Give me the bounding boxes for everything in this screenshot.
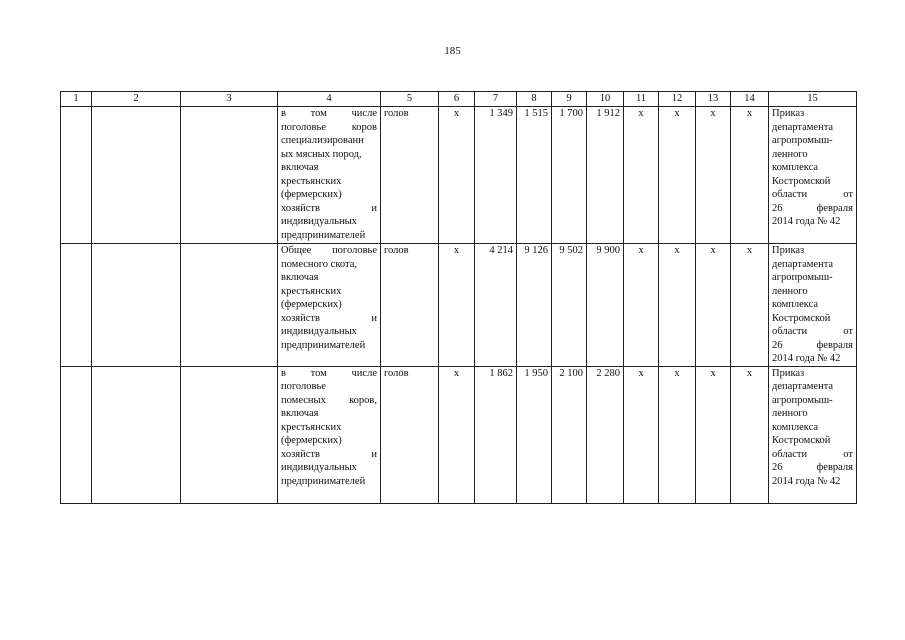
cell-col1 xyxy=(61,107,92,244)
cell-col7: 1 349 xyxy=(475,107,517,244)
unit-cell: голов xyxy=(381,366,439,503)
page-number: 185 xyxy=(444,45,461,57)
desc-line: Общее поголовье xyxy=(281,245,377,256)
data-table xyxy=(60,91,857,504)
column-header: 3 xyxy=(181,92,278,107)
unit-cell: голов xyxy=(381,244,439,367)
column-header: 15 xyxy=(769,92,857,107)
source-line: Костромской xyxy=(772,175,831,187)
cell-col8: 1 515 xyxy=(517,107,552,244)
cell-col11: х xyxy=(624,366,659,503)
desc-line: (фермерских) xyxy=(281,299,342,310)
cell-col14: х xyxy=(731,107,769,244)
desc-line: включая xyxy=(281,272,319,283)
cell-col14: х xyxy=(731,366,769,503)
source-line: департамента xyxy=(772,258,834,270)
desc-line: предпринимателей xyxy=(281,229,366,241)
cell-col13: х xyxy=(696,366,731,503)
desc-line: поголовье коров xyxy=(281,121,377,133)
source-line: 26 февраля xyxy=(772,202,853,214)
cell-col12: х xyxy=(659,244,696,367)
desc-line: индивидуальных xyxy=(281,216,357,227)
column-header: 4 xyxy=(278,92,381,107)
source-line: Приказ xyxy=(772,245,805,256)
desc-line: крестьянских xyxy=(281,421,342,433)
source-document xyxy=(769,244,857,367)
source-line: области от xyxy=(772,326,853,337)
column-header: 11 xyxy=(624,92,659,107)
indicator-description xyxy=(278,107,381,244)
cell-col14: х xyxy=(731,244,769,367)
column-header: 9 xyxy=(552,92,587,107)
source-line: департамента xyxy=(772,121,834,133)
cell-col2 xyxy=(92,366,181,503)
desc-line: хозяйств и xyxy=(281,202,377,214)
source-line: комплекса xyxy=(772,421,819,433)
column-header: 7 xyxy=(475,92,517,107)
unit-cell: голов xyxy=(381,107,439,244)
source-line: 2014 года № 42 xyxy=(772,216,841,227)
table-row xyxy=(61,366,857,503)
cell-col13: х xyxy=(696,107,731,244)
cell-col11: х xyxy=(624,244,659,367)
cell-col12: х xyxy=(659,366,696,503)
desc-line: хозяйств и xyxy=(281,448,377,460)
desc-line: помесного скота, xyxy=(281,258,358,270)
source-line: Приказ xyxy=(772,108,805,119)
cell-col3 xyxy=(181,366,278,503)
column-header: 13 xyxy=(696,92,731,107)
column-header: 5 xyxy=(381,92,439,107)
cell-col2 xyxy=(92,107,181,244)
source-line: области от xyxy=(772,448,853,460)
cell-col11: х xyxy=(624,107,659,244)
desc-line: хозяйств и xyxy=(281,312,377,324)
table-row xyxy=(61,107,857,244)
cell-col6: х xyxy=(439,244,475,367)
column-header: 2 xyxy=(92,92,181,107)
desc-line: поголовье xyxy=(281,381,326,392)
source-line: Приказ xyxy=(772,367,805,379)
source-line: 2014 года № 42 xyxy=(772,475,841,487)
cell-col9: 9 502 xyxy=(552,244,587,367)
source-line: 26 февраля xyxy=(772,339,853,351)
cell-col9: 1 700 xyxy=(552,107,587,244)
column-header: 14 xyxy=(731,92,769,107)
desc-line: специализированн xyxy=(281,135,364,146)
source-line: области от xyxy=(772,189,853,200)
cell-col10: 2 280 xyxy=(587,366,624,503)
source-line: Костромской xyxy=(772,312,831,324)
desc-line: крестьянских xyxy=(281,285,342,297)
column-header: 10 xyxy=(587,92,624,107)
column-header: 6 xyxy=(439,92,475,107)
cell-col10: 9 900 xyxy=(587,244,624,367)
source-line: агропромыш- xyxy=(772,135,833,146)
desc-line: включая xyxy=(281,408,319,419)
column-header: 12 xyxy=(659,92,696,107)
cell-col7: 1 862 xyxy=(475,366,517,503)
source-document xyxy=(769,366,857,503)
indicator-description xyxy=(278,366,381,503)
desc-line: крестьянских xyxy=(281,175,342,187)
desc-line: в том числе xyxy=(281,108,377,119)
source-line: 2014 года № 42 xyxy=(772,353,841,364)
cell-col10: 1 912 xyxy=(587,107,624,244)
cell-col8: 9 126 xyxy=(517,244,552,367)
source-line: ленного xyxy=(772,408,808,419)
cell-col9: 2 100 xyxy=(552,366,587,503)
source-line: департамента xyxy=(772,381,834,392)
cell-col3 xyxy=(181,244,278,367)
cell-col1 xyxy=(61,366,92,503)
desc-line: помесных коров, xyxy=(281,394,377,406)
desc-line: (фермерских) xyxy=(281,435,342,446)
source-line: 26 февраля xyxy=(772,462,853,473)
source-line: агропромыш- xyxy=(772,272,833,283)
desc-line: индивидуальных xyxy=(281,326,357,337)
cell-col12: х xyxy=(659,107,696,244)
source-line: ленного xyxy=(772,148,808,160)
source-line: агропромыш- xyxy=(772,394,833,406)
source-line: комплекса xyxy=(772,162,819,173)
desc-line: индивидуальных xyxy=(281,462,357,473)
cell-col3 xyxy=(181,107,278,244)
table-row xyxy=(61,244,857,367)
column-header: 1 xyxy=(61,92,92,107)
desc-line: ых мясных пород, xyxy=(281,148,362,160)
cell-col1 xyxy=(61,244,92,367)
source-document xyxy=(769,107,857,244)
source-line: ленного xyxy=(772,285,808,297)
header-row xyxy=(61,92,857,107)
cell-col13: х xyxy=(696,244,731,367)
cell-col6: х xyxy=(439,366,475,503)
desc-line: включая xyxy=(281,162,319,173)
source-line: Костромской xyxy=(772,435,831,446)
desc-line: предпринимателей xyxy=(281,339,366,351)
indicator-description xyxy=(278,244,381,367)
desc-line: (фермерских) xyxy=(281,189,342,200)
desc-line: предпринимателей xyxy=(281,475,366,487)
cell-col2 xyxy=(92,244,181,367)
cell-col6: х xyxy=(439,107,475,244)
cell-col7: 4 214 xyxy=(475,244,517,367)
cell-col8: 1 950 xyxy=(517,366,552,503)
source-line: комплекса xyxy=(772,299,819,310)
desc-line: в том числе xyxy=(281,367,377,379)
column-header: 8 xyxy=(517,92,552,107)
